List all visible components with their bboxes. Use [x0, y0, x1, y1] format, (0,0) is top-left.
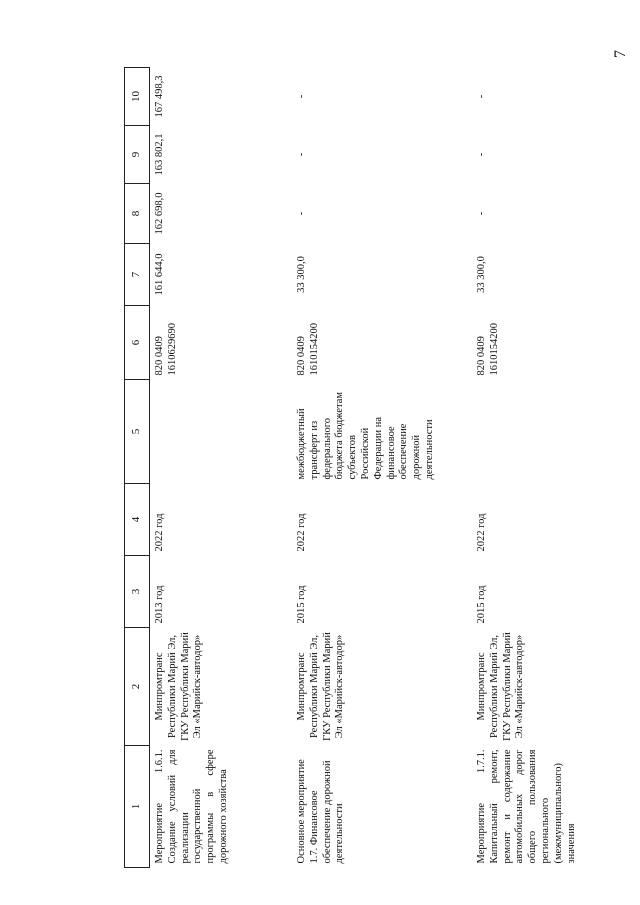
- amount-cell: 163 802,1: [154, 133, 165, 176]
- activity-name-cell: Мероприятие 1.7.1. Капитальный ремонт, ремонт и содержание автомобильных дорог общего пользования регионального (межмуниципального) значения: [476, 749, 577, 864]
- table-row: [150, 68, 293, 868]
- executor-cell: Минпромтранс Республики Марий Эл, ГКУ Республики Марий Эл «Марийск-автодор»: [296, 632, 346, 741]
- table-header-row: [125, 68, 150, 868]
- table-row: [292, 68, 472, 868]
- amount-cell: -: [476, 211, 487, 216]
- start-year-cell: 2015 год: [296, 585, 307, 624]
- executor-cell: Минпромтранс Республики Марий Эл, ГКУ Республики Марий Эл «Марийск-автодор»: [476, 632, 526, 741]
- header-cell: 3: [125, 556, 150, 628]
- header-cell: 8: [125, 184, 150, 244]
- amount-cell: -: [296, 152, 307, 157]
- header-cell: 5: [125, 380, 150, 484]
- end-year-cell: 2022 год: [154, 513, 165, 552]
- amount-cell: 33 300,0: [476, 256, 487, 293]
- end-year-cell: 2022 год: [476, 513, 487, 552]
- description-cell: [150, 380, 293, 484]
- program-activities-table: [124, 67, 626, 868]
- description-cell: межбюджетный трансферт из федерального бюджета бюджетам субъектов Российской Федерации на финансовое обеспечение дорожной деятельности: [296, 391, 435, 480]
- description-cell: [472, 380, 626, 484]
- table-row: [472, 68, 626, 868]
- budget-code-cell: 820 0409 1610154200: [476, 323, 500, 376]
- activity-name-cell: Мероприятие 1.6.1. Создание условий для реализации государственной программы в сфере дорожного хозяйства: [154, 749, 229, 864]
- amount-cell: 167 498,3: [154, 75, 165, 118]
- amount-cell: 162 698,0: [154, 192, 165, 235]
- rotated-table-wrapper: [124, 68, 612, 868]
- executor-cell: Минпромтранс Республики Марий Эл, ГКУ Республики Марий Эл «Марийск-автодор»: [154, 632, 204, 741]
- amount-cell: 33 300,0: [296, 256, 307, 293]
- start-year-cell: 2015 год: [476, 585, 487, 624]
- header-cell: 7: [125, 244, 150, 306]
- activity-name-cell: Основное мероприятие 1.7. Финансовое обеспечение дорожной деятельности: [296, 759, 346, 864]
- amount-cell: -: [476, 152, 487, 157]
- budget-code-cell: 820 0409 1610629690: [154, 323, 178, 376]
- header-cell: 4: [125, 484, 150, 556]
- start-year-cell: 2013 год: [154, 585, 165, 624]
- page-number: 7: [612, 50, 629, 58]
- amount-cell: 161 644,0: [154, 253, 165, 296]
- header-cell: 1: [125, 746, 150, 868]
- budget-code-cell: 820 0409 1610154200: [296, 323, 320, 376]
- amount-cell: -: [476, 94, 487, 99]
- amount-cell: -: [296, 94, 307, 99]
- header-cell: 9: [125, 126, 150, 184]
- header-cell: 2: [125, 628, 150, 746]
- header-cell: 10: [125, 68, 150, 126]
- end-year-cell: 2022 год: [296, 513, 307, 552]
- header-cell: 6: [125, 306, 150, 380]
- amount-cell: -: [296, 211, 307, 216]
